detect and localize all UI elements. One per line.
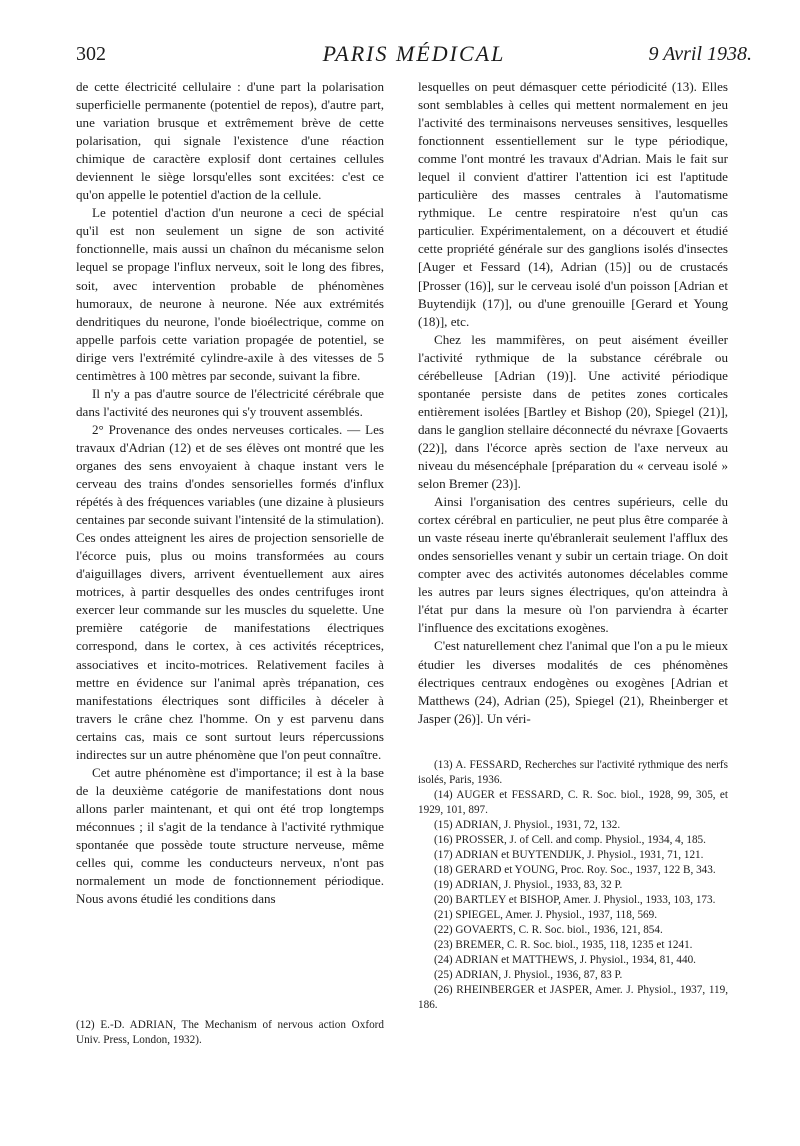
journal-title: PARIS MÉDICAL	[322, 41, 506, 66]
reference-item: (19) ADRIAN, J. Physiol., 1933, 83, 32 P.	[434, 879, 623, 891]
paragraph: Cet autre phénomène est d'importance; il est à la base de la deuxième catégorie de manifestations dont nous allons parler maintenant, et qui ont été trop longtemps méconnues ; il s'agit de la tendance à l'activité rythmique spontanée que possède toute structure nerveuse, même celles qui, comme les conducteurs nerveux, n'ont pas normalement un mode de fonctionnement périodique. Nous avons étudié les conditions dans	[76, 764, 384, 907]
issue-date: 9 Avril 1938.	[648, 43, 752, 65]
reference-item: (18) GERARD et YOUNG, Proc. Roy. Soc., 1937, 122 B, 343.	[434, 864, 716, 876]
paragraph: C'est naturellement chez l'animal que l'on a pu le mieux étudier les diverses modalités de ces phénomènes électriques centraux endogènes ou exogènes [Adrian et Matthews (24), Adrian (25), Spiegel (21), Rheinberger et Jasper (26)]. Un véri-	[418, 638, 728, 726]
paragraph: de cette électricité cellulaire : d'une part la polarisation superficielle permanente (potentiel de repos), d'autre part, une variation brusque et extrêmement brève de cette polarisation, qui signale l'existence d'une réaction chimique de caractère explosif dont certaines cellules deviennent le siège lorsqu'elles sont excitées: c'est ce qu'on appelle le potentiel d'action de la cellule.	[76, 79, 384, 203]
right-column	[418, 78, 728, 728]
page-header	[76, 40, 752, 70]
reference-item: (25) ADRIAN, J. Physiol., 1936, 87, 83 P.	[434, 969, 623, 981]
reference-item: (15) ADRIAN, J. Physiol., 1931, 72, 132.	[434, 819, 621, 831]
reference-list	[418, 758, 728, 1013]
footnote: (12) E.-D. ADRIAN, The Mechanism of nervous action Oxford Univ. Press, London, 1932).	[76, 1019, 384, 1046]
left-column	[76, 78, 384, 908]
page-number: 302	[76, 43, 106, 65]
reference-item: (21) SPIEGEL, Amer. J. Physiol., 1937, 118, 569.	[434, 909, 658, 921]
paragraph: Ainsi l'organisation des centres supérieurs, celle du cortex cérébral en particulier, ne peut plus être comparée à un vaste réseau inerte qu'ébranlerait seulement l'afflux des ondes sensorielles venant y subir un certain triage. On doit compter avec des activités autonomes décelables comme les autres par leurs signes électriques, qu'on atteindra à l'état pur dans la mesure où l'on parviendra à écarter l'influence des excitations exogènes.	[418, 494, 728, 636]
reference-item: (23) BREMER, C. R. Soc. biol., 1935, 118, 1235 et 1241.	[434, 939, 693, 951]
reference-item: (14) AUGER et FESSARD, C. R. Soc. biol., 1928, 99, 305, et 1929, 101, 897.	[418, 789, 728, 816]
reference-item: (24) ADRIAN et MATTHEWS, J. Physiol., 1934, 81, 440.	[434, 954, 696, 966]
reference-item: (17) ADRIAN et BUYTENDIJK, J. Physiol., 1931, 71, 121.	[434, 849, 704, 861]
paragraph: Chez les mammifères, on peut aisément éveiller l'activité rythmique de la substance cérébrale ou cérébelleuse [Adrian (19)]. Une activité périodique spontanée persiste dans de petites zones corticales entièrement isolées [Bartley et Bishop (20), Spiegel (21)], dans le ganglion stellaire déconnecté du névraxe [Govaerts (22)], dans l'écorce après section de l'axe nerveux au niveau du mésencéphale [préparation du « cerveau isolé » selon Bremer (23)].	[418, 331, 728, 492]
reference-item: (26) RHEINBERGER et JASPER, Amer. J. Physiol., 1937, 119, 186.	[418, 984, 728, 1011]
paragraph: lesquelles on peut démasquer cette périodicité (13). Elles sont semblables à celles qui mettent normalement en jeu l'activité des terminaisons nerveuses sensitives, lesquelles fonctionnent essentiellement sur le type périodique, comme l'ont montré les travaux d'Adrian. Mais le fait sur lequel il convient d'attirer l'attention ici est l'aptitude particulière des masses centrales à l'automatisme rythmique. Le centre respiratoire n'est qu'un cas particulier. Expérimentalement, on a découvert et étudié cette propriété générale sur des ganglions isolés d'insectes [Auger et Fessard (14), Adrian (15)] ou de crustacés [Prosser (16)], sur le cerveau isolé d'un poisson [Adrian et Buytendijk (17)], ou d'une grenouille [Gerard et Young (18)], etc.	[418, 79, 728, 329]
reference-item: (20) BARTLEY et BISHOP, Amer. J. Physiol., 1933, 103, 173.	[434, 894, 716, 906]
reference-item: (22) GOVAERTS, C. R. Soc. biol., 1936, 121, 854.	[434, 924, 663, 936]
reference-item: (13) A. FESSARD, Recherches sur l'activité rythmique des nerfs isolés, Paris, 1936.	[418, 759, 728, 786]
paragraph: Il n'y a pas d'autre source de l'électricité cérébrale que dans l'activité des neurones qui s'y trouvent assemblés.	[76, 385, 384, 419]
paragraph: 2° Provenance des ondes nerveuses corticales. — Les travaux d'Adrian (12) et de ses élèves ont montré que les organes des sens envoyaient à chaque instant vers le cerveau des trains d'ondes sensorielles formés d'influx répétés à des fréquences variables (une dizaine à plusieurs centaines par seconde suivant l'intensité de la stimulation). Ces ondes atteignent les aires de projection sensorielle de l'écorce puis, plus ou moins transformées au cours d'aiguillages divers, arrivent éventuellement aux aires motrices, à partir desquelles des ondes centrifuges iront exercer leur commande sur les muscles du squelette. Une première catégorie de manifestations électriques correspond, dans le cortex, à ces activités réceptrices, associatives et incito-motrices. Relativement faciles à mettre en évidence sur l'animal après trépanation, ces manifestations électriques sont difficiles à déceler à travers le crâne chez l'homme. On y est parvenu dans certains cas, mais ce sont surtout leurs répercussions indirectes sur un autre phénomène que l'on peut connaître.	[76, 421, 384, 762]
reference-item: (16) PROSSER, J. of Cell. and comp. Physiol., 1934, 4, 185.	[434, 834, 706, 846]
paragraph: Le potentiel d'action d'un neurone a ceci de spécial qu'il est non seulement un signe de son activité fonctionnelle, mais aussi un chaînon du mécanisme selon lequel se propage l'influx nerveux, soit le long des fibres, soit, avec intervention probable de phénomènes humoraux, de neurone à neurone. Née aux extrémités dendritiques du neurone, l'onde bioélectrique, comme on appelle parfois cette variation propagée de potentiel, se dirige vers l'extrémité cylindre-axile à des vitesses de 5 centimètres à 100 mètres par seconde, suivant la fibre.	[76, 205, 384, 383]
